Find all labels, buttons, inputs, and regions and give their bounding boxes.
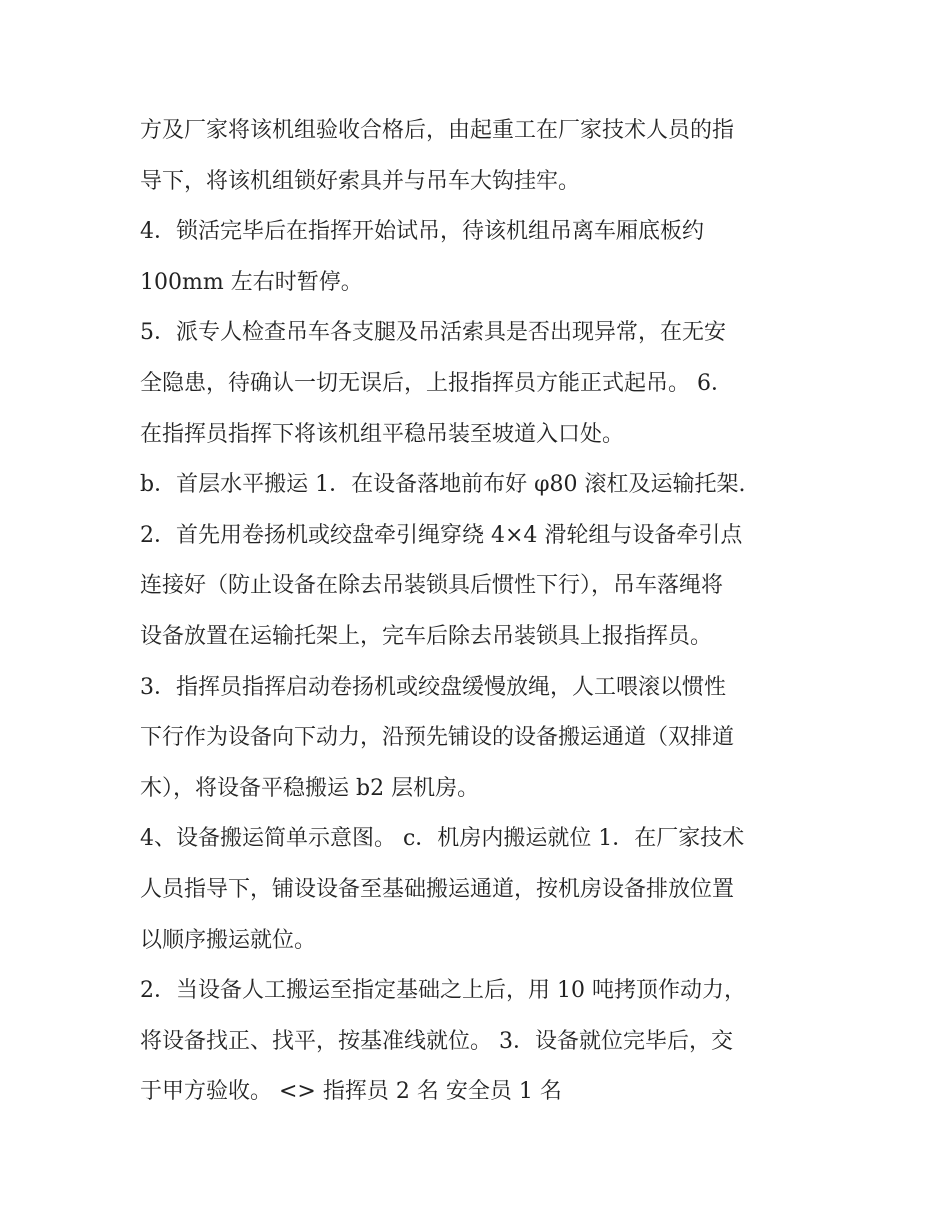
text-line: 将设备找正、找平，按基准线就位。 3．设备就位完毕后，交 — [140, 1028, 733, 1054]
text-line: 4、设备搬运简单示意图。 c．机房内搬运就位 1．在厂家技术 — [140, 826, 745, 852]
text-line: 全隐患，待确认一切无误后，上报指挥员方能正式起吊。 6． — [140, 370, 733, 396]
text-line: 2．首先用卷扬机或绞盘牵引绳穿绕 4×4 滑轮组与设备牵引点 — [140, 522, 743, 548]
text-line: 以顺序搬运就位。 — [140, 927, 317, 953]
text-line: 下行作为设备向下动力，沿预先铺设的设备搬运通道（双排道 — [140, 725, 735, 751]
text-line: 设备放置在运输托架上，完车后除去吊装锁具上报指挥员。 — [140, 623, 713, 649]
text-line: 2．当设备人工搬运至指定基础之上后，用 10 吨拷顶作动力， — [140, 978, 746, 1004]
text-line: 人员指导下，铺设设备至基础搬运通道，按机房设备排放位置 — [140, 876, 735, 902]
text-line: 方及厂家将该机组验收合格后，由起重工在厂家技术人员的指 — [140, 118, 735, 143]
text-line: 5．派专人检查吊车各支腿及吊活索具是否出现异常，在无安 — [140, 320, 726, 346]
text-line: 导下，将该机组锁好索具并与吊车大钩挂牢。 — [140, 168, 581, 194]
text-line: 100mm 左右时暂停。 — [140, 269, 363, 295]
text-line: 木），将设备平稳搬运 b2 层机房。 — [140, 775, 480, 801]
document-body — [140, 106, 820, 1118]
text-line: 连接好（防止设备在除去吊装锁具后惯性下行），吊车落绳将 — [140, 573, 724, 599]
text-line: 于甲方验收。 <> 指挥员 2 名 安全员 1 名 — [140, 1079, 562, 1105]
text-line: 在指挥员指挥下将该机组平稳吊装至坡道入口处。 — [140, 421, 625, 447]
text-line: 3．指挥员指挥启动卷扬机或绞盘缓慢放绳，人工喂滚以惯性 — [140, 674, 726, 700]
text-line: b．首层水平搬运 1．在设备落地前布好 φ80 滚杠及运输托架. — [140, 472, 746, 498]
text-line: 4．锁活完毕后在指挥开始试吊，待该机组吊离车厢底板约 — [140, 219, 704, 245]
